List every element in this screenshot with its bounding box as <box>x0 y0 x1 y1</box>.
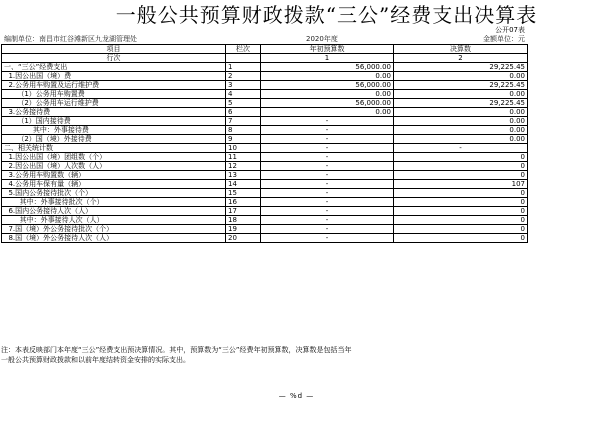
row-budget: - <box>261 198 394 207</box>
row-final: 0.00 <box>394 90 528 99</box>
row-number: 6 <box>226 108 261 117</box>
row-final: 0 <box>394 198 528 207</box>
row-item: 8.国（境）外公务接待人次（人） <box>2 234 226 243</box>
row-final: - <box>394 144 528 153</box>
row-final: 0 <box>394 189 528 198</box>
row-item: 3.公务接待费 <box>2 108 226 117</box>
table-row <box>2 198 528 207</box>
row-final: 0.00 <box>394 135 528 144</box>
row-final: 0.00 <box>394 72 528 81</box>
row-number: 12 <box>226 162 261 171</box>
table-row <box>2 162 528 171</box>
row-item: 一、“三公”经费支出 <box>2 63 226 72</box>
row-budget: - <box>261 225 394 234</box>
row-budget: - <box>261 189 394 198</box>
row-final: 0 <box>394 234 528 243</box>
table-body <box>2 45 528 243</box>
fiscal-year: 2020年度 <box>306 35 338 43</box>
row-budget: - <box>261 135 394 144</box>
row-item: 3.公务用车购置数（辆） <box>2 171 226 180</box>
row-item: （2）国（境）外接待费 <box>2 135 226 144</box>
index-row <box>2 54 528 63</box>
row-final: 107 <box>394 180 528 189</box>
row-number: 1 <box>226 63 261 72</box>
header-budget-index: 1 <box>261 54 394 63</box>
row-item: 2.公务用车购置及运行维护费 <box>2 81 226 90</box>
report-title: 一般公共预算财政拨款“三公”经费支出决算表 <box>115 3 538 27</box>
row-number: 18 <box>226 216 261 225</box>
row-item: 1.因公出国（境）团组数（个） <box>2 153 226 162</box>
row-budget: - <box>261 171 394 180</box>
row-number: 17 <box>226 207 261 216</box>
header-col-no: 栏次 <box>226 45 261 54</box>
row-budget: - <box>261 180 394 189</box>
row-budget: - <box>261 144 394 153</box>
row-item: （1）公务用车购置费 <box>2 90 226 99</box>
footnote <box>1 345 561 365</box>
row-number: 10 <box>226 144 261 153</box>
row-budget: - <box>261 153 394 162</box>
row-number: 15 <box>226 189 261 198</box>
table-row <box>2 81 528 90</box>
row-number: 7 <box>226 117 261 126</box>
header-no-blank <box>226 54 261 63</box>
row-budget: - <box>261 126 394 135</box>
row-number: 14 <box>226 180 261 189</box>
row-budget: - <box>261 207 394 216</box>
header-budget: 年初预算数 <box>261 45 394 54</box>
row-number: 5 <box>226 99 261 108</box>
row-budget: 0.00 <box>261 90 394 99</box>
header-item: 项目 <box>2 45 226 54</box>
row-number: 8 <box>226 126 261 135</box>
row-item: 2.因公出国（境）人次数（人） <box>2 162 226 171</box>
row-item: 4.公务用车保有量（辆） <box>2 180 226 189</box>
expenditure-table <box>1 44 528 243</box>
row-final: 0.00 <box>394 117 528 126</box>
row-number: 3 <box>226 81 261 90</box>
header-final: 决算数 <box>394 45 528 54</box>
table-row <box>2 189 528 198</box>
row-item: （1）国内接待费 <box>2 117 226 126</box>
row-item: 其中：外事接待费 <box>2 126 226 135</box>
row-final: 29,225.45 <box>394 63 528 72</box>
compiling-unit: 编制单位：南昌市红谷滩新区九龙湖管理处 <box>4 35 137 43</box>
table-row <box>2 117 528 126</box>
row-item: 6.国内公务接待人次（人） <box>2 207 226 216</box>
row-item: 7.国（境）外公务接待批次（个） <box>2 225 226 234</box>
footnote-line-1: 注：本表反映部门本年度“三公”经费支出预决算情况。其中，预算数为“三公”经费年初预算数，决算数是包括当年 <box>1 346 352 354</box>
row-final: 0 <box>394 162 528 171</box>
table-row <box>2 135 528 144</box>
table-row <box>2 108 528 117</box>
header-row <box>2 45 528 54</box>
table-row <box>2 126 528 135</box>
table-row <box>2 180 528 189</box>
row-final: 29,225.45 <box>394 81 528 90</box>
header-row-label: 行次 <box>2 54 226 63</box>
footnote-line-2: 一般公共预算财政拨款和以前年度结转资金安排的实际支出。 <box>1 356 190 364</box>
table-row <box>2 153 528 162</box>
row-number: 4 <box>226 90 261 99</box>
row-budget: 56,000.00 <box>261 81 394 90</box>
row-final: 0 <box>394 207 528 216</box>
table-row <box>2 225 528 234</box>
row-number: 2 <box>226 72 261 81</box>
row-final: 0 <box>394 171 528 180</box>
row-item: 二、相关统计数 <box>2 144 226 153</box>
form-number: 公开07表 <box>495 26 525 34</box>
row-item: （2）公务用车运行维护费 <box>2 99 226 108</box>
table-row <box>2 144 528 153</box>
amount-unit: 金额单位：元 <box>483 35 525 43</box>
table-row <box>2 99 528 108</box>
table-row <box>2 63 528 72</box>
row-budget: 0.00 <box>261 72 394 81</box>
header-final-index: 2 <box>394 54 528 63</box>
row-number: 16 <box>226 198 261 207</box>
row-final: 0 <box>394 225 528 234</box>
row-budget: - <box>261 234 394 243</box>
row-budget: - <box>261 162 394 171</box>
row-number: 13 <box>226 171 261 180</box>
page-number: — %d — <box>278 392 315 400</box>
row-item: 其中：外事接待人次（人） <box>2 216 226 225</box>
row-final: 0.00 <box>394 126 528 135</box>
row-budget: 56,000.00 <box>261 99 394 108</box>
row-final: 29,225.45 <box>394 99 528 108</box>
table-row <box>2 90 528 99</box>
row-budget: - <box>261 117 394 126</box>
row-number: 20 <box>226 234 261 243</box>
row-budget: 0.00 <box>261 108 394 117</box>
row-item: 其中：外事接待批次（个） <box>2 198 226 207</box>
row-item: 5.国内公务接待批次（个） <box>2 189 226 198</box>
row-number: 19 <box>226 225 261 234</box>
table-row <box>2 216 528 225</box>
table-row <box>2 207 528 216</box>
row-final: 0 <box>394 216 528 225</box>
row-budget: 56,000.00 <box>261 63 394 72</box>
row-final: 0.00 <box>394 108 528 117</box>
table-row <box>2 234 528 243</box>
row-number: 9 <box>226 135 261 144</box>
table-row <box>2 72 528 81</box>
table-row <box>2 171 528 180</box>
row-budget: - <box>261 216 394 225</box>
row-number: 11 <box>226 153 261 162</box>
row-item: 1.因公出国（境）费 <box>2 72 226 81</box>
row-final: 0 <box>394 153 528 162</box>
